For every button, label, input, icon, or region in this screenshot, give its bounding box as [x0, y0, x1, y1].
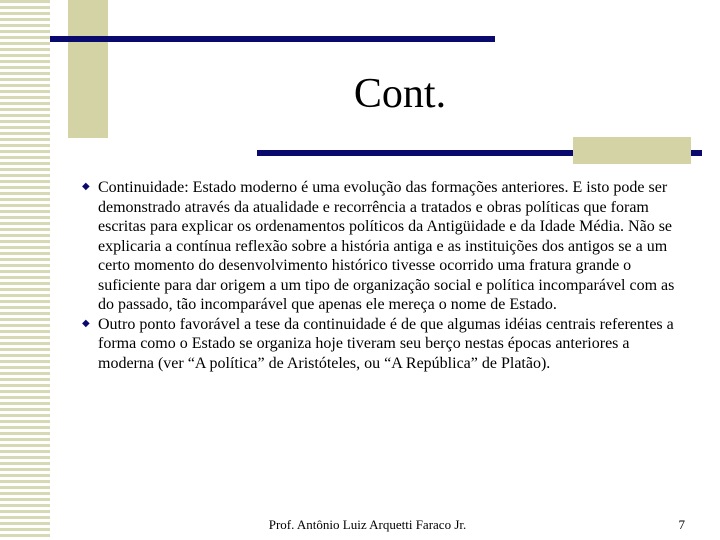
- slide-title: Cont.: [353, 71, 447, 117]
- bullet-item-continuidade: [80, 178, 685, 315]
- bullet-item-outro-ponto: [80, 315, 685, 374]
- diamond-bullet-icon: ◆: [82, 181, 90, 192]
- decorative-olive-block: [68, 0, 108, 138]
- diamond-bullet-icon: ◆: [82, 317, 90, 329]
- bullet-text: Outro ponto favorável a tese da continuidade é de que algumas idéias centrais referentes a forma como o Estado se organiza hoje tiveram seu berço nestas épocas anteriores a moderna (ver “A política” de Aristóteles, ou “A República” de Platão).: [98, 315, 674, 372]
- bullet-text: : Estado moderno é uma evolução das formações anteriores. E isto pode ser demonstrado através da atualidade e recorrência a tratados e obras políticas que foram escritas para explicar os ordenamentos políticos da Antigüidade e da Idade Média. Não se explicaria a contínua reflexão sobre a história antiga e as instituições dos antigos se a um certo momento do desenvolvimento histórico tivesse ocorrido uma fratura grande o suficiente para dar origem a um tipo de organização social e política incomparável com as do passado, tão incomparável que apenas ele mereça o nome de Estado.: [98, 179, 675, 313]
- page-number: 7: [678, 517, 685, 532]
- top-title-rule: [50, 36, 495, 42]
- slide-footer: Prof. Antônio Luiz Arquetti Faraco Jr.: [268, 517, 467, 532]
- bullet-lead-term: Continuidade: [98, 179, 185, 196]
- decorative-stripes: [0, 0, 50, 540]
- decorative-olive-bar: [573, 137, 691, 164]
- bullet-list: [80, 178, 685, 373]
